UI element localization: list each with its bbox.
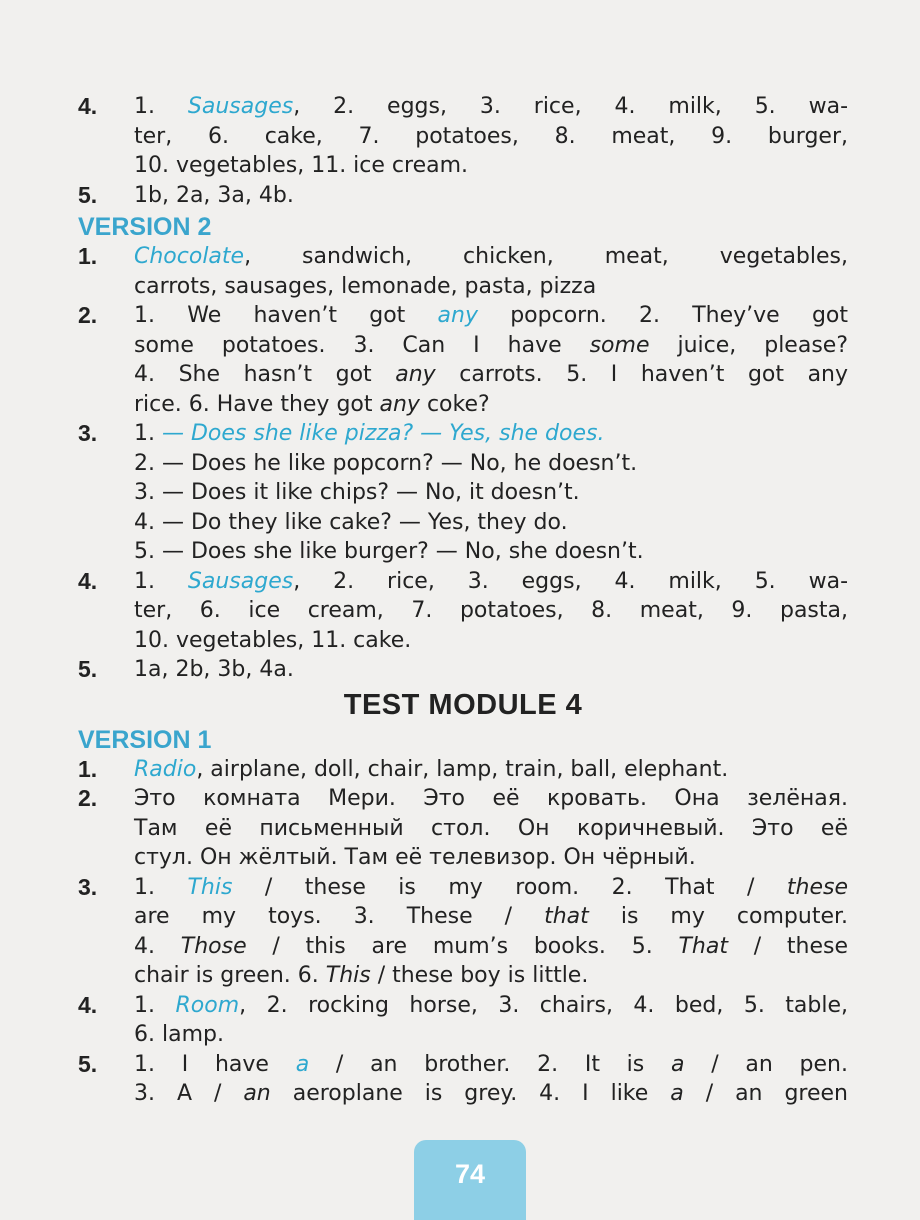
- example-answer: Chocolate: [134, 244, 245, 269]
- item-number: 4.: [78, 991, 98, 1018]
- example-answer: This: [187, 874, 233, 900]
- item-number: 1.: [78, 243, 98, 269]
- answer-item-1: 1. Radio, airplane, doll, chair, lamp, train, ball, elephant.: [78, 755, 848, 785]
- item-number: 4.: [78, 93, 98, 119]
- item-number: 2.: [78, 785, 98, 811]
- item-number: 4.: [78, 567, 98, 594]
- example-answer: Sausages: [187, 568, 294, 594]
- example-answer: Sausages: [187, 94, 294, 119]
- example-answer: Room: [175, 992, 240, 1018]
- example-answer: any: [437, 303, 478, 328]
- version-heading: VERSION 1: [78, 725, 212, 754]
- answer-item-5: 5. 1b, 2a, 3a, 4b.: [78, 181, 848, 211]
- item-number: 3.: [78, 873, 98, 900]
- answer-item-4: 4. 1. Room, 2. rocking horse, 3. chairs, 4. bed, 5. table, 6. lamp.: [78, 991, 849, 1047]
- item-number: 1.: [78, 755, 98, 782]
- answer-item-2: 2. 1. We haven’t got any popcorn. 2. They’ve got some potatoes. 3. Can I have some juice, please? 4. She hasn’t got any carrots. 5. I haven’t got any rice. 6. Have they got any coke?: [78, 302, 849, 417]
- page-number-tab: 74: [414, 1140, 526, 1220]
- answer-key: [78, 92, 848, 1109]
- example-answer: — Does she like pizza? — Yes, she does.: [161, 421, 605, 446]
- answer-item-2: 2. Это комната Мери. Это её кровать. Она зелёная. Там её письменный стол. Он коричневый. Это её стул. Он жёлтый. Там её телевизор. Он чёрный.: [78, 785, 848, 870]
- item-number: 3.: [78, 420, 98, 446]
- version-heading: VERSION 2: [78, 213, 212, 241]
- answer-item-4: 4. 1. Sausages, 2. eggs, 3. rice, 4. milk, 5. wa- ter, 6. cake, 7. potatoes, 8. meat, 9. burger, 10. vegetables, 11. ice cream.: [78, 93, 849, 178]
- answer-item-3: 3. 1. — Does she like pizza? — Yes, she does. 2. — Does he like popcorn? — No, he doesn’t. 3. — Does it like chips? — No, it doesn’t. 4. — Do they like cake? — Yes, they do. 5. — Does she like burger? — No, she doesn’t.: [78, 420, 644, 564]
- module-title: TEST MODULE 4: [343, 688, 583, 721]
- answer-item-5: 5. 1a, 2b, 3b, 4a.: [78, 655, 848, 685]
- example-answer: Radio: [134, 756, 197, 782]
- item-number: 5.: [78, 656, 98, 682]
- answer-item-3: 3. 1. This / these is my room. 2. That / these are my toys. 3. These / that is my computer. 4. Those / this are mum’s books. 5. That / these chair is green. 6. This / these boy is little.: [78, 873, 849, 988]
- item-number: 5.: [78, 1050, 98, 1077]
- answer-item-5: 5. 1. I have a / an brother. 2. It is a / an pen. 3. A / an aeroplane is grey. 4. I like a / an green: [78, 1050, 849, 1106]
- item-number: 2.: [78, 302, 98, 328]
- answer-item-4: 4. 1. Sausages, 2. rice, 3. eggs, 4. milk, 5. wa- ter, 6. ice cream, 7. potatoes, 8. meat, 9. pasta, 10. vegetables, 11. cake.: [78, 567, 849, 653]
- example-answer: a: [295, 1051, 310, 1077]
- answer-item-1: 1. Chocolate, sandwich, chicken, meat, vegetables, carrots, sausages, lemonade, pasta, pizza: [78, 243, 848, 299]
- item-number: 5.: [78, 181, 98, 208]
